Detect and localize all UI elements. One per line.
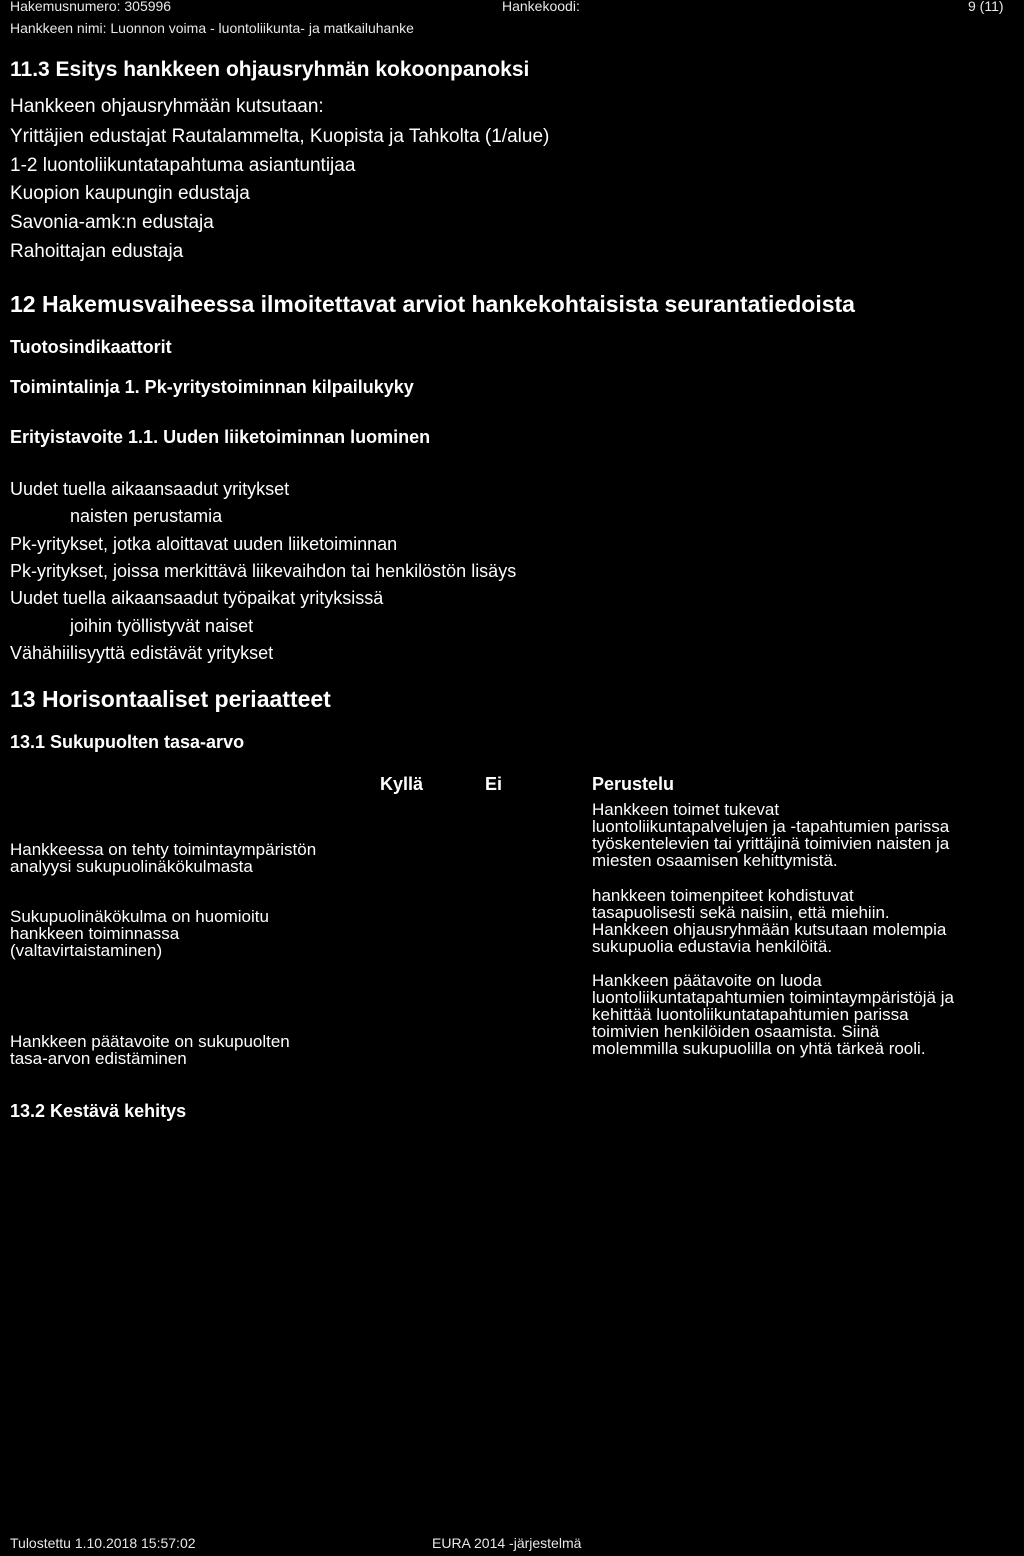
indicator-item: Uudet tuella aikaansaadut yritykset (10, 479, 290, 499)
indicator-item: Uudet tuella aikaansaadut työpaikat yrityksissä (10, 588, 384, 608)
reason-line: Hankkeen toimet tukevat (592, 800, 780, 819)
member-item: Kuopion kaupungin edustaja (10, 183, 250, 204)
application-number: Hakemusnumero: 305996 (10, 0, 172, 14)
indicator-item: Pk-yritykset, jotka aloittavat uuden liiketoiminnan (10, 534, 398, 554)
column-no-header: Ei (485, 774, 503, 794)
member-item: Savonia-amk:n edustaja (10, 212, 214, 233)
column-reason-header: Perustelu (592, 774, 675, 794)
reason-line: työskentelevien tai yrittäjinä toimivien naisten ja (592, 834, 950, 853)
label-line: tasa-arvon edistäminen (10, 1049, 187, 1068)
label-line: (valtavirtaistaminen) (10, 941, 163, 960)
indicator-item: joihin työllistyvät naiset (70, 616, 254, 636)
section-13-heading: 13 Horisontaaliset periaatteet (10, 686, 331, 712)
table-row-label (10, 1033, 290, 1067)
output-indicators-heading: Tuotosindikaattorit (10, 337, 172, 357)
label-line: Hankkeen päätavoite on sukupuolten (10, 1032, 290, 1051)
reason-line: Hankkeen päätavoite on luoda (592, 971, 822, 990)
printed-timestamp: Tulostettu 1.10.2018 15:57:02 (10, 1535, 196, 1551)
label-line: Sukupuolinäkökulma on huomioitu (10, 907, 269, 926)
reason-line: sukupuolia edustavia henkilöitä. (592, 937, 833, 956)
section-12-heading: 12 Hakemusvaiheessa ilmoitettavat arviot hankekohtaisista seurantatiedoista (10, 291, 855, 317)
reason-line: molemmilla sukupuolilla on yhtä tärkeä rooli. (592, 1039, 926, 1058)
reason-line: hankkeen toimenpiteet kohdistuvat (592, 886, 854, 905)
reason-line: kehittää luontoliikuntatapahtumien parissa (592, 1005, 909, 1024)
indicator-item: naisten perustamia (70, 506, 223, 526)
table-row-label (10, 908, 269, 959)
project-code-label: Hankekoodi: (502, 0, 580, 14)
reason-line: toimivien henkilöiden osaamista. Siinä (592, 1022, 880, 1041)
section-13-1-heading: 13.1 Sukupuolten tasa-arvo (10, 732, 245, 752)
section-13-2-heading: 13.2 Kestävä kehitys (10, 1101, 187, 1121)
system-name: EURA 2014 -järjestelmä (432, 1535, 582, 1551)
label-line: hankkeen toiminnassa (10, 924, 180, 943)
member-item: Rahoittajan edustaja (10, 241, 184, 262)
table-row-reason (592, 972, 954, 1057)
specific-objective-heading: Erityistavoite 1.1. Uuden liiketoiminnan luominen (10, 427, 431, 447)
table-row-label (10, 841, 316, 875)
reason-line: luontoliikuntatapahtumien toimintaympäristöjä ja (592, 988, 954, 1007)
member-item: Yrittäjien edustajat Rautalammelta, Kuopista ja Tahkolta (1/alue) (10, 126, 550, 147)
priority-axis-heading: Toimintalinja 1. Pk-yritystoiminnan kilpailukyky (10, 377, 414, 397)
section-11-3-heading: 11.3 Esitys hankkeen ohjausryhmän kokoonpanoksi (10, 58, 530, 81)
reason-line: luontoliikuntapalvelujen ja -tapahtumien parissa (592, 817, 950, 836)
label-line: analyysi sukupuolinäkökulmasta (10, 857, 253, 876)
table-row-reason (592, 887, 946, 955)
section-11-3-intro: Hankkeen ohjausryhmään kutsutaan: (10, 96, 324, 117)
project-name: Hankkeen nimi: Luonnon voima - luontoliikunta- ja matkailuhanke (10, 20, 414, 36)
member-item: 1-2 luontoliikuntatapahtuma asiantuntijaa (10, 155, 356, 176)
indicator-item: Pk-yritykset, joissa merkittävä liikevaihdon tai henkilöstön lisäys (10, 561, 517, 581)
column-yes-header: Kyllä (380, 774, 424, 794)
indicator-item: Vähähiilisyyttä edistävät yritykset (10, 643, 274, 663)
page-number: 9 (11) (968, 0, 1004, 14)
reason-line: tasapuolisesti sekä naisiin, että miehiin. (592, 903, 890, 922)
label-line: Hankkeessa on tehty toimintaympäristön (10, 840, 317, 859)
table-row-reason (592, 801, 949, 869)
reason-line: miesten osaamisen kehittymistä. (592, 851, 838, 870)
reason-line: Hankkeen ohjausryhmään kutsutaan molempia (592, 920, 947, 939)
